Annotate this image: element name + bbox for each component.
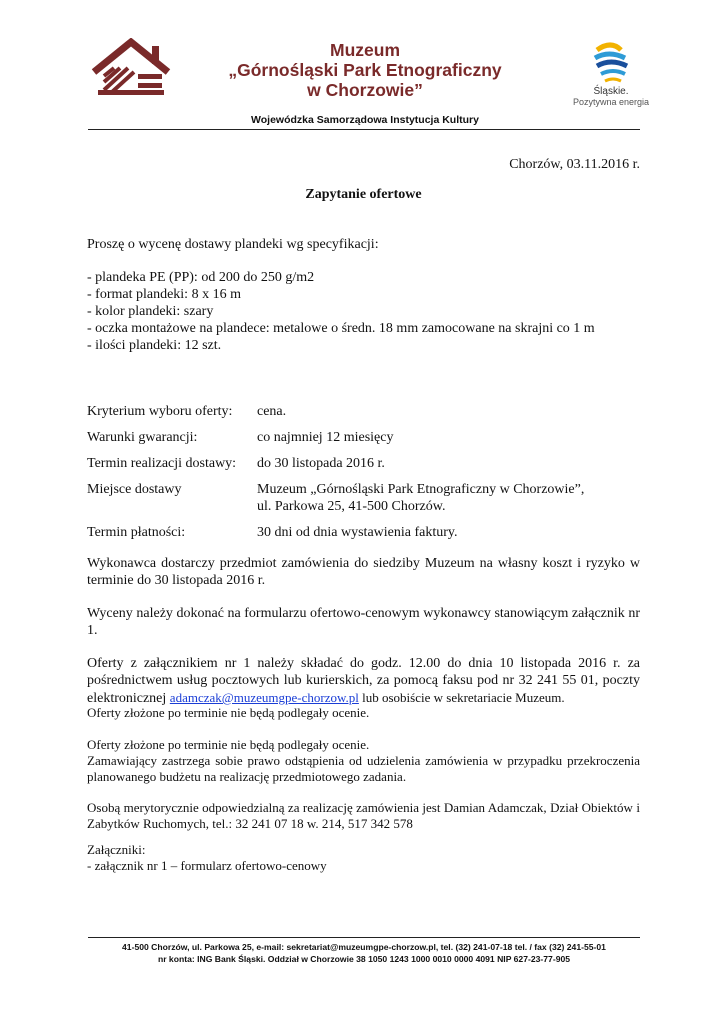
spec-item: - oczka montażowe na plandece: metalowe o średn. 18 mm zamocowane na skrajni co 1 m xyxy=(87,321,595,336)
footer-address: 41-500 Chorzów, ul. Parkowa 25, e-mail: sekretariat@muzeumgpe-chorzow.pl, tel. (32) 241-07-18 tel. / fax (32) 241-55-01 xyxy=(122,942,606,952)
term-value: 30 dni od dnia wystawienia faktury. xyxy=(257,525,458,540)
spec-item: - kolor plandeki: szary xyxy=(87,304,214,319)
attachments-section xyxy=(87,842,640,874)
contact-paragraph: Osobą merytorycznie odpowiedzialną za realizację zamówienia jest Damian Adamczak, Dział Obiektów i Zabytków Ruchomych, tel.: 32 241 07 18 w. 214, 517 342 578 xyxy=(87,800,640,831)
spec-item: - format plandeki: 8 x 16 m xyxy=(87,287,241,302)
intro-text: Proszę o wycenę dostawy plandeki wg specyfikacji: xyxy=(87,237,379,252)
slaskie-logo xyxy=(566,40,656,107)
slaskie-name: Śląskie. xyxy=(593,86,629,97)
term-row xyxy=(87,429,640,446)
footer-bank: nr konta: ING Bank Śląski. Oddział w Chorzowie 38 1050 1243 1000 0010 0000 4091 NIP 627-23-77-905 xyxy=(157,954,571,964)
reservation-paragraph: Zamawiający zastrzega sobie prawo odstąpienia od udzielenia zamówienia w przypadku przekroczenia planowanego budżetu na realizację przedmiotowego zadania. xyxy=(87,753,640,784)
terms-table xyxy=(87,403,640,550)
museum-name-line1: Muzeum xyxy=(330,40,400,60)
slaskie-logo-icon xyxy=(591,40,631,84)
spec-list xyxy=(87,269,640,354)
offers-paragraph: Oferty z załącznikiem nr 1 należy składać do godz. 12.00 do dnia 10 listopada 2016 r. za pośrednictwem usług pocztowych lub kurierskich, za pomocą faksu pod nr 32 241 55 01, poczty elektronicznej adamczak@muzeumgpe-chorzow.pl lub osobiście w sekretariacie Muzeum. xyxy=(87,656,640,706)
term-value: do 30 listopada 2016 r. xyxy=(257,456,385,471)
museum-name xyxy=(220,40,510,100)
footer xyxy=(60,941,668,965)
term-label: Warunki gwarancji: xyxy=(87,430,198,445)
header-divider xyxy=(88,129,640,130)
document-title: Zapytanie ofertowe xyxy=(305,187,422,202)
delivery-paragraph: Wykonawca dostarczy przedmiot zamówienia do siedziby Muzeum na własny koszt i ryzyko w terminie do 30 listopada 2016 r. xyxy=(87,556,640,588)
house-logo-icon xyxy=(90,38,172,96)
term-label: Kryterium wyboru oferty: xyxy=(87,404,233,419)
institution-subtitle: Wojewódzka Samorządowa Instytucja Kultury xyxy=(251,114,479,126)
attachment-item: - załącznik nr 1 – formularz ofertowo-cenowy xyxy=(87,858,327,873)
spec-item: - ilości plandeki: 12 szt. xyxy=(87,338,222,353)
term-value: cena. xyxy=(257,404,287,419)
museum-name-line2: „Górnośląski Park Etnograficzny xyxy=(228,60,502,80)
term-value: Muzeum „Górnośląski Park Etnograficzny w Chorzowie”, ul. Parkowa 25, 41-500 Chorzów. xyxy=(257,482,585,514)
slaskie-tagline: Pozytywna energia xyxy=(572,97,650,107)
term-value: co najmniej 12 miesięcy xyxy=(257,430,394,445)
term-row xyxy=(87,455,640,472)
term-label: Miejsce dostawy xyxy=(87,482,182,497)
letterhead xyxy=(0,0,725,130)
term-row xyxy=(87,481,640,515)
term-label: Termin płatności: xyxy=(87,525,186,540)
late-offers-note: Oferty złożone po terminie nie będą podlegały ocenie. xyxy=(87,705,370,720)
spec-item: - plandeka PE (PP): od 200 do 250 g/m2 xyxy=(87,270,315,285)
term-label: Termin realizacji dostawy: xyxy=(87,456,237,471)
term-row xyxy=(87,524,640,541)
attachments-label: Załączniki: xyxy=(87,842,146,857)
footer-divider xyxy=(88,937,640,938)
museum-name-line3: w Chorzowie” xyxy=(307,80,423,100)
term-row xyxy=(87,403,640,420)
email-link[interactable]: adamczak@muzeumgpe-chorzow.pl xyxy=(169,690,359,705)
place-date: Chorzów, 03.11.2016 r. xyxy=(509,157,640,172)
late-offers-note-repeat: Oferty złożone po terminie nie będą podlegały ocenie. xyxy=(87,737,370,752)
valuation-paragraph: Wyceny należy dokonać na formularzu ofertowo-cenowym wykonawcy stanowiącym załącznik nr 1. xyxy=(87,606,640,638)
